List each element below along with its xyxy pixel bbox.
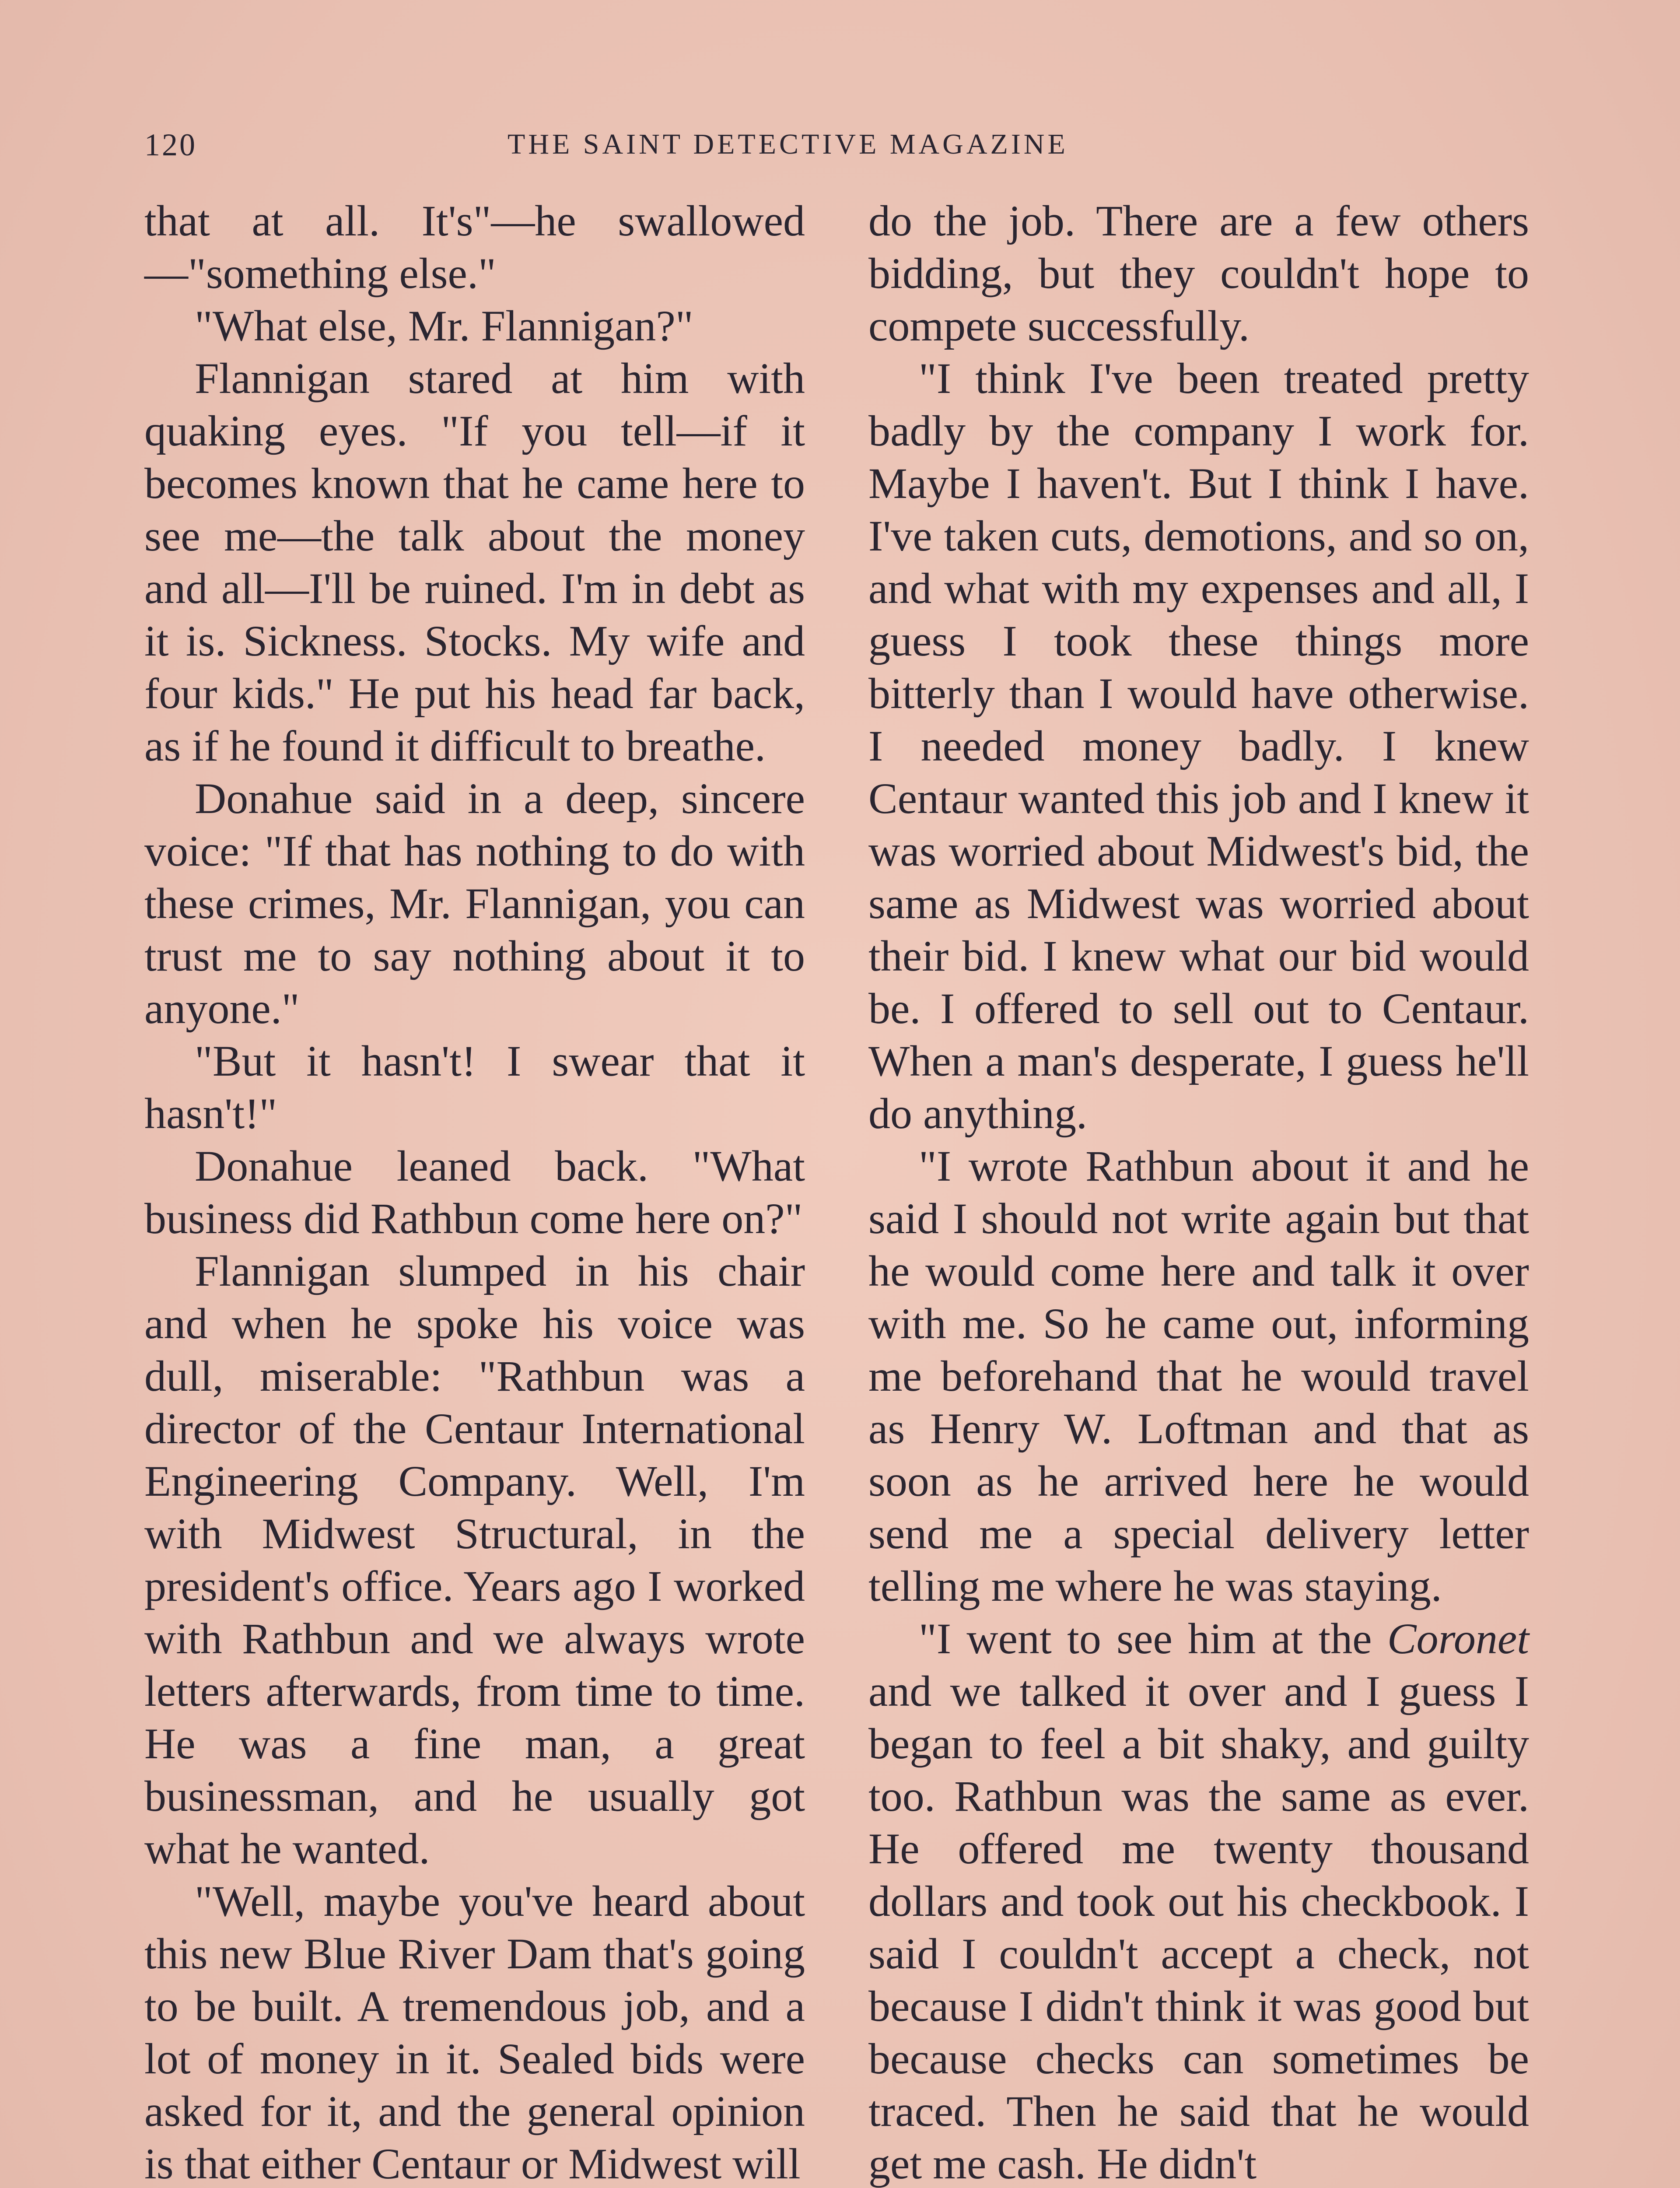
paragraph-text: and we talked it over and I guess I began to feel a bit shaky, and guilty too. Rathbun was the same as ever. He offered me twenty thousand dollars and took out his checkbook. I said I couldn't accept a check, not because I didn't think it was good but because checks can sometimes be traced. Then he said that he would get me cash. He didn't — [868, 1667, 1529, 2188]
running-title: THE SAINT DETECTIVE MAGAZINE — [508, 128, 1068, 160]
italic-hotel-name: Coronet — [1387, 1614, 1529, 1663]
paragraph: "What else, Mr. Flannigan?" — [195, 302, 693, 350]
left-column — [144, 195, 805, 2188]
paragraph: do the job. There are a few others bidding, but they couldn't hope to compete successfully. — [868, 196, 1529, 350]
paragraph: "I wrote Rathbun about it and he said I should not write again but that he would come here and talk it over with me. So he came out, informing me beforehand that he would travel as Henry W. Loftman and that as soon as he arrived here he would send me a special delivery letter telling me where he was staying. — [868, 1142, 1529, 1610]
paragraph: "I think I've been treated pretty badly by the company I work for. Maybe I haven't. But I think I have. I've taken cuts, demotions, and so on, and what with my expenses and all, I guess I took these things more bitterly than I would have otherwise. I needed money badly. I knew Centaur wanted this job and I knew it was worried about Midwest's bid, the same as Midwest was worried about their bid. I knew what our bid would be. I offered to sell out to Centaur. When a man's desperate, I guess he'll do anything. — [868, 354, 1529, 1138]
paragraph: Donahue leaned back. "What business did Rathbun come here on?" — [144, 1142, 805, 1243]
page-number: 120 — [144, 127, 197, 162]
page-header — [144, 127, 1536, 175]
paragraph: Donahue said in a deep, sincere voice: "If that has nothing to do with these crimes, Mr. Flannigan, you can trust me to say nothing about it to anyone." — [144, 774, 805, 1033]
paragraph: Flannigan slumped in his chair and when he spoke his voice was dull, miserable: "Rathbun was a director of the Centaur International Engineering Company. Well, I'm with Midwest Structural, in the president's office. Years ago I worked with Rathbun and we always wrote letters afterwards, from time to time. He was a fine man, a great businessman, and he usually got what he wanted. — [144, 1247, 805, 1873]
paragraph — [868, 1613, 1529, 2188]
right-column — [868, 195, 1529, 2188]
paragraph: that at all. It's"—he swallowed —"something else." — [144, 196, 805, 298]
paragraph: Flannigan stared at him with quaking eyes. "If you tell—if it becomes known that he came here to see me—the talk about the money and all—I'll be ruined. I'm in debt as it is. Sickness. Stocks. My wife and four kids." He put his head far back, as if he found it difficult to breathe. — [144, 354, 805, 770]
paragraph-text: "I went to see him at the — [919, 1614, 1387, 1663]
paragraph: "But it hasn't! I swear that it hasn't!" — [144, 1037, 805, 1138]
paragraph: "Well, maybe you've heard about this new Blue River Dam that's going to be built. A tremendous job, and a lot of money in it. Sealed bids were asked for it, and the general opinion is that either Centaur or Midwest will — [144, 1877, 805, 2188]
